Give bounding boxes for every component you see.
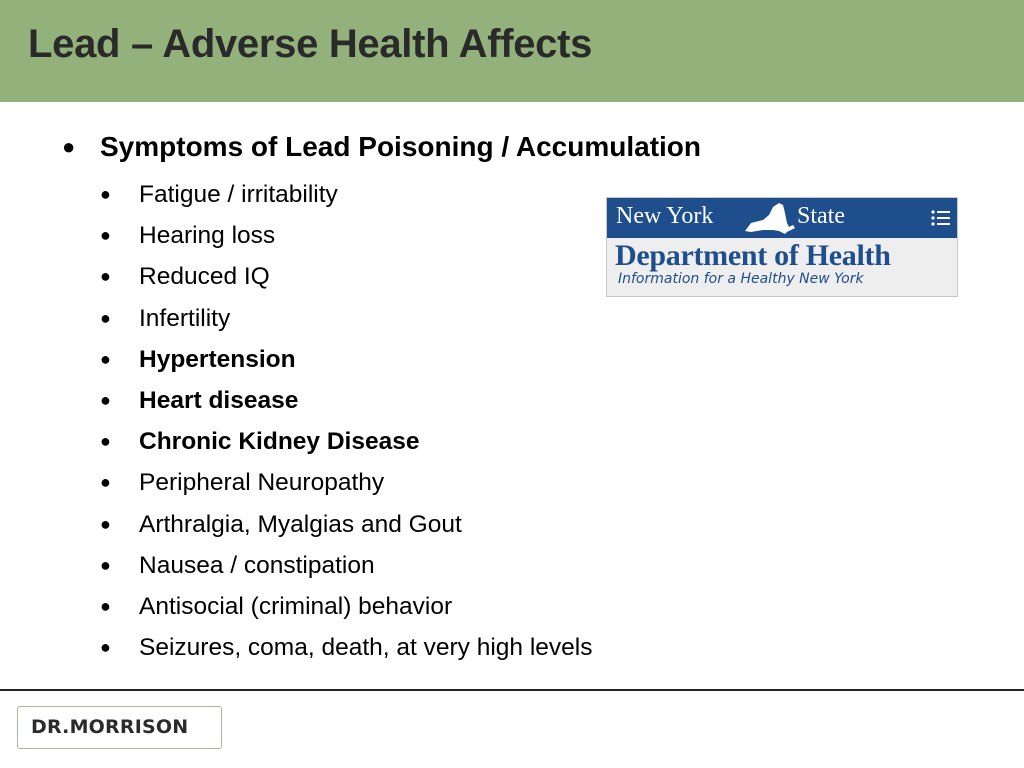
logo-department-name: Department of Health	[615, 239, 891, 272]
list-item	[100, 552, 700, 593]
logo-state: State	[797, 203, 845, 229]
list-item-text: Nausea / constipation	[139, 551, 375, 579]
footer-divider	[0, 689, 1024, 691]
slide-header	[0, 0, 1024, 102]
main-bullet-text: Symptoms of Lead Poisoning / Accumulation	[100, 131, 702, 162]
list-item-text: Seizures, coma, death, at very high levels	[139, 634, 593, 662]
list-item-text: Heart disease	[139, 386, 299, 414]
bullet-dot: ●	[100, 389, 111, 410]
bullet-dot: ●	[100, 513, 111, 534]
list-item-text: Fatigue / irritability	[139, 181, 338, 208]
brand-logo	[17, 706, 222, 749]
bullet-dot: ●	[100, 472, 111, 493]
list-item	[100, 428, 700, 469]
logo-tagline: Information for a Healthy New York	[618, 271, 864, 287]
list-item	[100, 511, 700, 552]
list-item-text: Reduced IQ	[139, 263, 270, 291]
list-item-text: Chronic Kidney Disease	[139, 428, 420, 456]
bullet-dot: ●	[100, 184, 111, 204]
nys-doh-logo	[606, 197, 958, 297]
list-item-text: Antisocial (criminal) behavior	[139, 592, 453, 620]
bullet-dot: ●	[100, 637, 111, 658]
list-item-text: Hypertension	[139, 345, 296, 373]
list-item	[100, 469, 700, 510]
list-item-text: Hearing loss	[139, 222, 276, 250]
brand-name: DR.MORRISON	[31, 716, 189, 738]
list-item	[100, 634, 700, 675]
bullet-dot: ●	[100, 266, 111, 287]
list-item	[100, 346, 700, 387]
list-item	[100, 593, 700, 634]
bullet-dot: ●	[100, 307, 111, 328]
list-item	[100, 305, 700, 346]
list-item	[100, 387, 700, 428]
list-item-text: Infertility	[139, 304, 231, 332]
list-menu-icon[interactable]	[931, 209, 951, 227]
list-item-text: Arthralgia, Myalgias and Gout	[139, 510, 462, 538]
new-york-state-map-icon	[743, 201, 797, 237]
bullet-dot: ●	[62, 134, 76, 159]
bullet-dot: ●	[100, 225, 111, 246]
bullet-dot: ●	[100, 348, 111, 369]
logo-new-york: New York	[616, 203, 714, 229]
bullet-dot: ●	[100, 431, 111, 452]
list-item-text: Peripheral Neuropathy	[139, 469, 385, 497]
bullet-dot: ●	[100, 595, 111, 616]
slide-title: Lead – Adverse Health Affects	[28, 22, 593, 66]
bullet-dot: ●	[100, 554, 111, 575]
